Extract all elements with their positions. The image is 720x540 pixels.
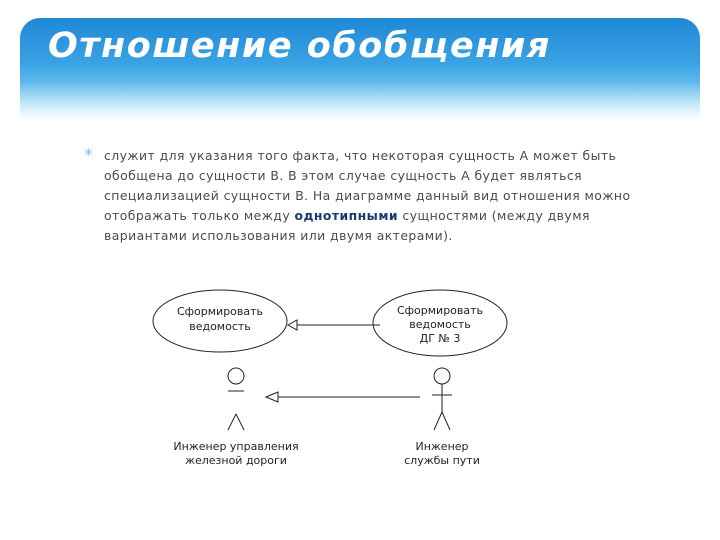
bullet-text-part-1: служит для указания того факта, что некоторая сущность A может быть обобщена до сущности B. В этом случае сущность A будет являться специализацией сущности B. На диаграмме данный вид отношения можно отображать только между bbox=[104, 148, 631, 223]
bullet-text-part-2: сущностями (между двумя вариантами использования или двумя актерами). bbox=[104, 208, 590, 243]
use-case-right bbox=[373, 290, 507, 356]
bullet-text bbox=[104, 146, 644, 246]
actor-right bbox=[404, 368, 480, 467]
use-case-right-line-3: ДГ № 3 bbox=[419, 332, 461, 345]
use-case-left-line-2: ведомость bbox=[189, 320, 251, 333]
bullet-text-bold: однотипными bbox=[294, 208, 399, 223]
actor-left-label-1: Инженер управления bbox=[173, 440, 299, 453]
slide-title: Отношение обобщения bbox=[48, 26, 551, 66]
actor-left-label-2: железной дороги bbox=[185, 454, 287, 467]
bullet-star-icon: ✳ bbox=[84, 146, 94, 159]
generalization-diagram bbox=[140, 288, 520, 478]
use-case-right-line-1: Сформировать bbox=[396, 304, 484, 317]
actor-left bbox=[173, 368, 298, 467]
use-case-generalization-arrow bbox=[288, 320, 380, 330]
actor-right-label-2: службы пути bbox=[404, 454, 480, 467]
use-case-left-line-1: Сформировать bbox=[176, 305, 264, 318]
actor-generalization-arrow bbox=[266, 392, 420, 402]
use-case-right-line-2: ведомость bbox=[409, 318, 471, 331]
bullet-item bbox=[84, 146, 644, 246]
actor-right-label-1: Инженер bbox=[415, 440, 469, 453]
use-case-left bbox=[153, 290, 287, 352]
